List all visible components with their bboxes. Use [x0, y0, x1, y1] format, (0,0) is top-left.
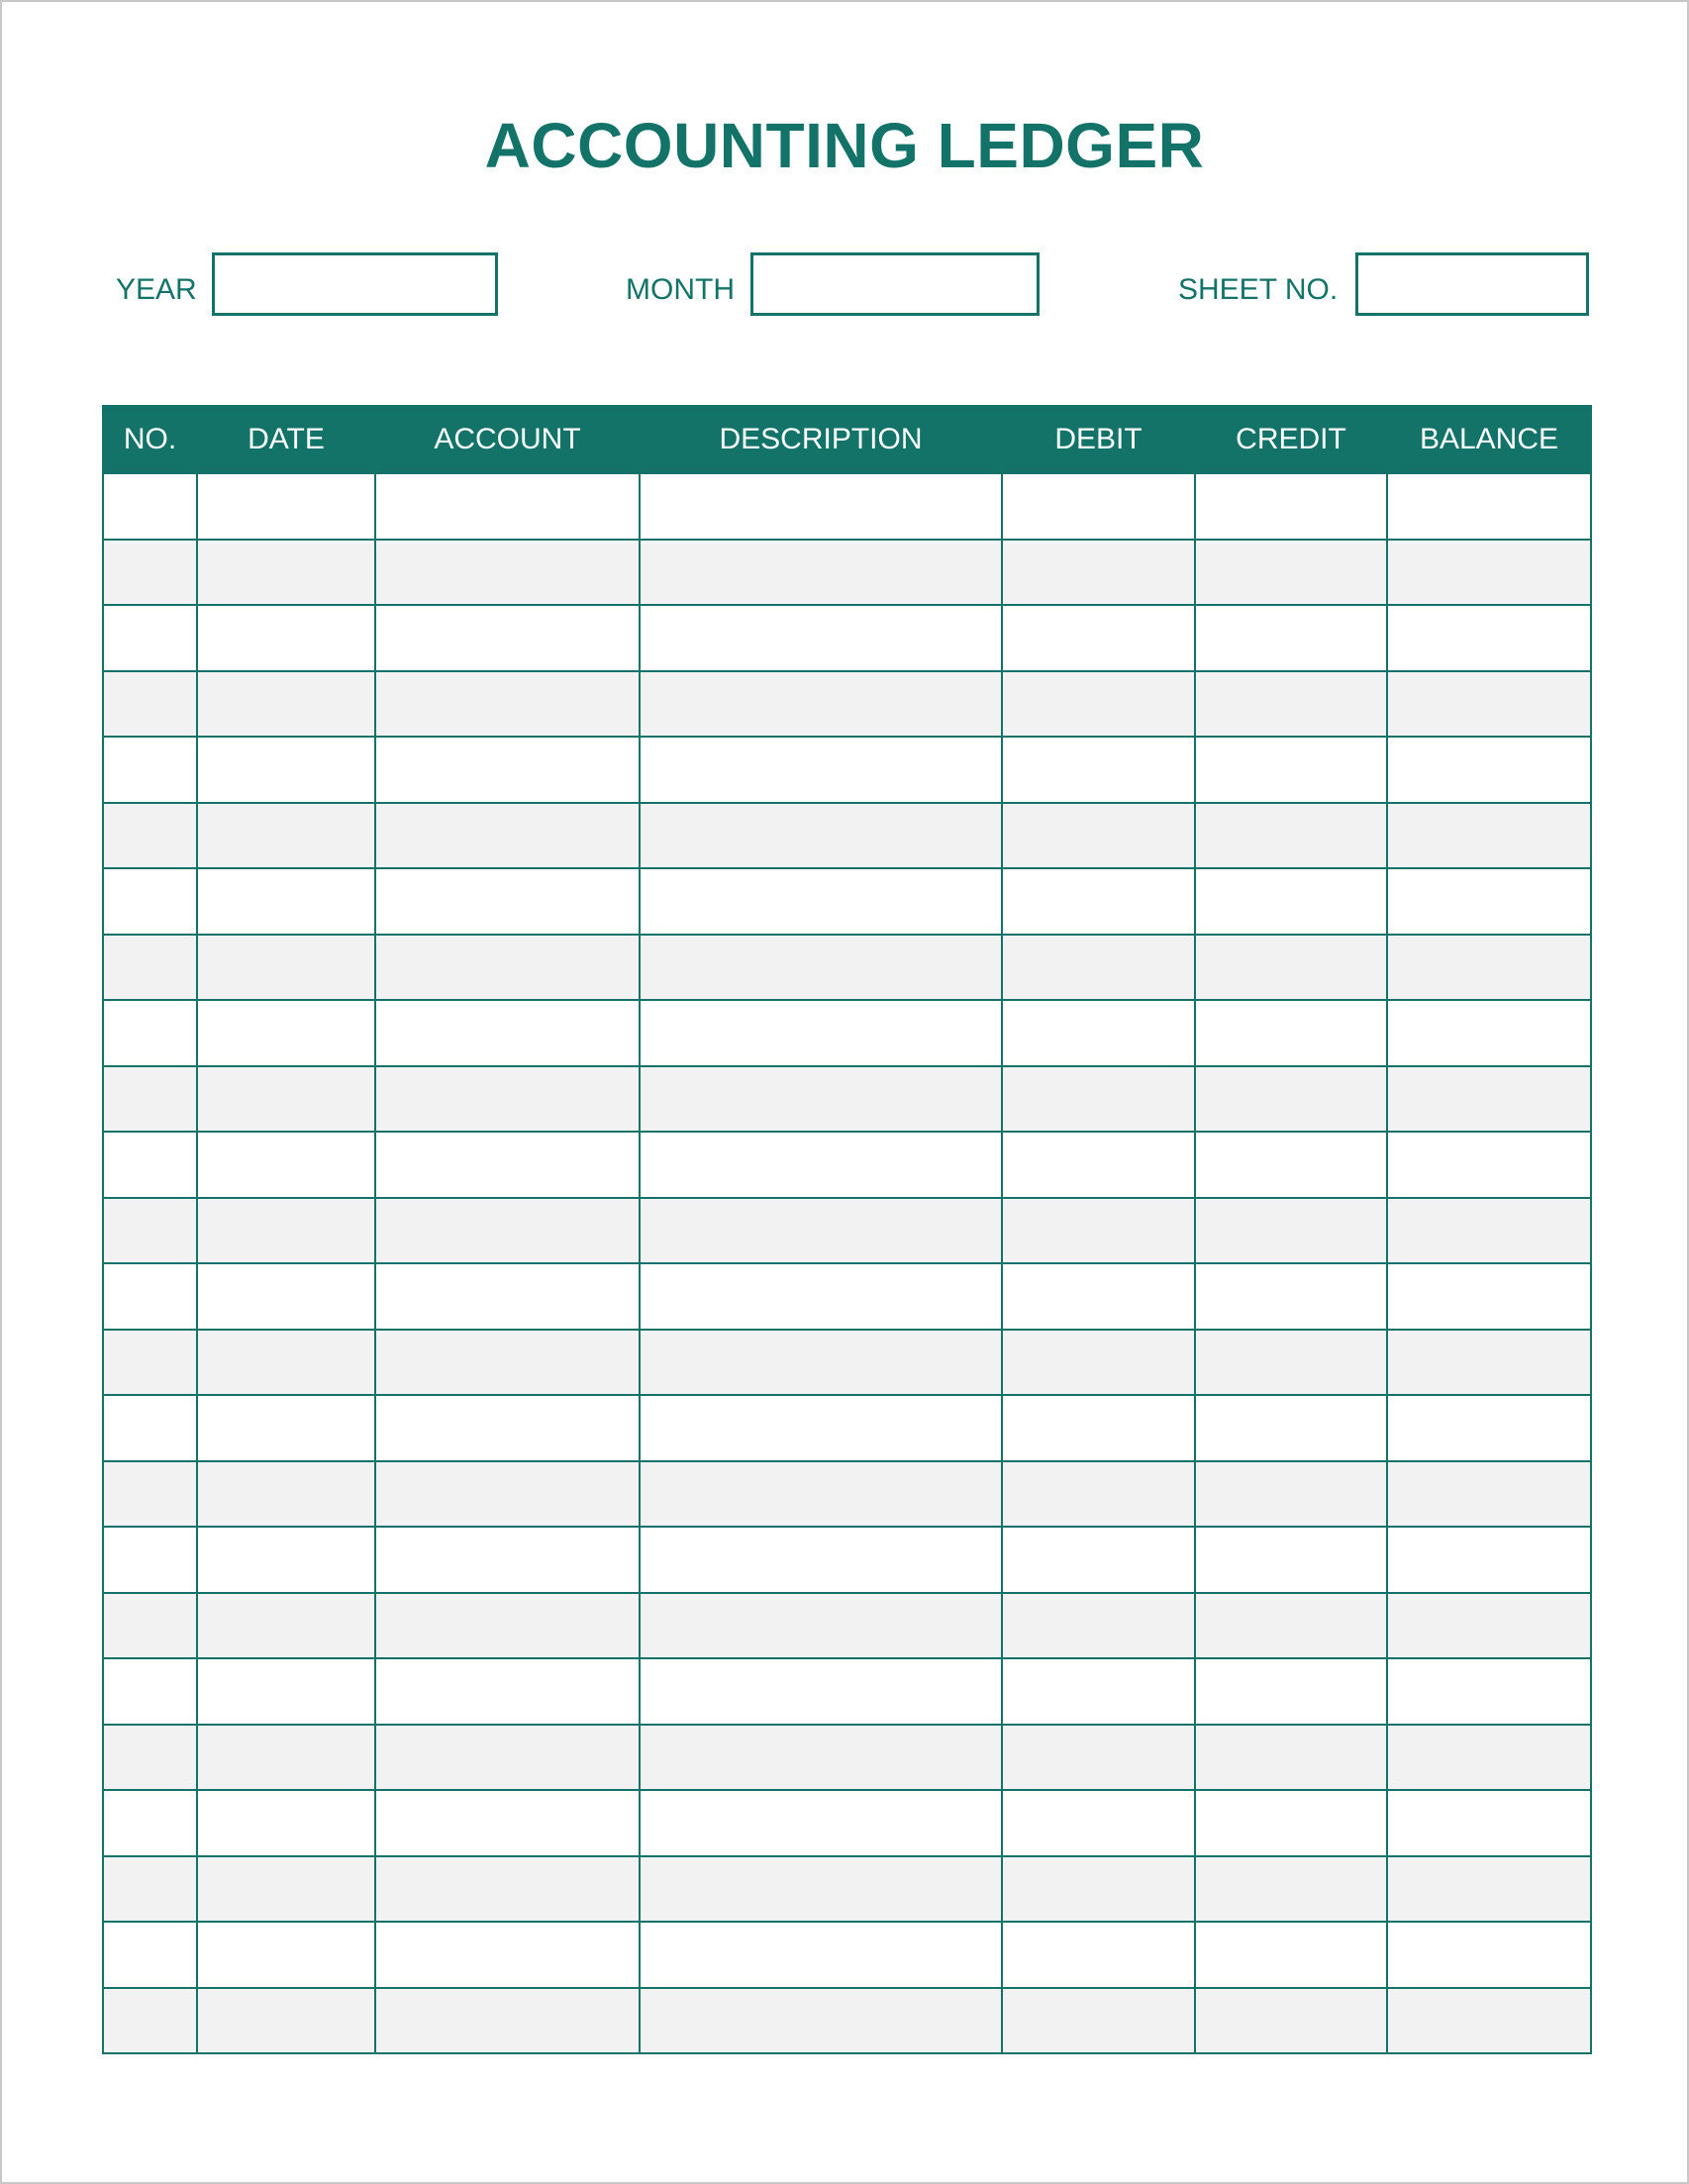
- cell-no[interactable]: [103, 1461, 197, 1528]
- cell-balance[interactable]: [1387, 1725, 1591, 1791]
- cell-no[interactable]: [103, 1922, 197, 1988]
- cell-no[interactable]: [103, 1198, 197, 1264]
- table-row: [103, 1000, 1591, 1066]
- cell-credit[interactable]: [1195, 1790, 1387, 1856]
- cell-credit[interactable]: [1195, 1527, 1387, 1593]
- cell-balance[interactable]: [1387, 473, 1591, 540]
- cell-no[interactable]: [103, 1066, 197, 1133]
- cell-debit[interactable]: [1002, 1856, 1195, 1923]
- table-row: [103, 605, 1591, 671]
- cell-no[interactable]: [103, 868, 197, 935]
- table-row: [103, 1988, 1591, 2054]
- column-header-balance: BALANCE: [1387, 406, 1591, 473]
- cell-debit[interactable]: [1002, 1263, 1195, 1330]
- cell-date[interactable]: [197, 1593, 375, 1659]
- cell-balance[interactable]: [1387, 1198, 1591, 1264]
- cell-debit[interactable]: [1002, 1658, 1195, 1725]
- cell-date[interactable]: [197, 1790, 375, 1856]
- cell-credit[interactable]: [1195, 1132, 1387, 1198]
- table-row: [103, 1790, 1591, 1856]
- cell-credit[interactable]: [1195, 1658, 1387, 1725]
- cell-credit[interactable]: [1195, 671, 1387, 738]
- cell-credit[interactable]: [1195, 1066, 1387, 1133]
- table-row: [103, 1527, 1591, 1593]
- ledger-header-row: [103, 406, 1591, 473]
- cell-account[interactable]: [375, 1461, 640, 1528]
- cell-debit[interactable]: [1002, 1527, 1195, 1593]
- cell-debit[interactable]: [1002, 1395, 1195, 1461]
- cell-debit[interactable]: [1002, 1132, 1195, 1198]
- cell-account[interactable]: [375, 671, 640, 738]
- table-row: [103, 1922, 1591, 1988]
- table-row: [103, 1725, 1591, 1791]
- cell-balance[interactable]: [1387, 1461, 1591, 1528]
- cell-debit[interactable]: [1002, 1725, 1195, 1791]
- cell-no[interactable]: [103, 1790, 197, 1856]
- cell-no[interactable]: [103, 540, 197, 606]
- cell-no[interactable]: [103, 1988, 197, 2054]
- table-row: [103, 1263, 1591, 1330]
- cell-debit[interactable]: [1002, 1066, 1195, 1133]
- cell-balance[interactable]: [1387, 605, 1591, 671]
- cell-debit[interactable]: [1002, 671, 1195, 738]
- cell-date[interactable]: [197, 473, 375, 540]
- cell-credit[interactable]: [1195, 1198, 1387, 1264]
- cell-no[interactable]: [103, 473, 197, 540]
- cell-no[interactable]: [103, 1000, 197, 1066]
- cell-no[interactable]: [103, 1856, 197, 1923]
- table-row: [103, 1132, 1591, 1198]
- cell-balance[interactable]: [1387, 737, 1591, 803]
- cell-description[interactable]: [640, 868, 1002, 935]
- cell-description[interactable]: [640, 737, 1002, 803]
- table-row: [103, 868, 1591, 935]
- table-row: [103, 1330, 1591, 1396]
- cell-balance[interactable]: [1387, 1790, 1591, 1856]
- cell-no[interactable]: [103, 1395, 197, 1461]
- sheet-no-field[interactable]: [1355, 252, 1589, 316]
- cell-credit[interactable]: [1195, 473, 1387, 540]
- cell-balance[interactable]: [1387, 1988, 1591, 2054]
- cell-account[interactable]: [375, 1132, 640, 1198]
- cell-date[interactable]: [197, 1658, 375, 1725]
- cell-date[interactable]: [197, 1066, 375, 1133]
- cell-credit[interactable]: [1195, 1922, 1387, 1988]
- document-title: ACCOUNTING LEDGER: [484, 110, 1205, 181]
- cell-account[interactable]: [375, 803, 640, 869]
- cell-debit[interactable]: [1002, 1198, 1195, 1264]
- cell-date[interactable]: [197, 1461, 375, 1528]
- cell-debit[interactable]: [1002, 540, 1195, 606]
- table-row: [103, 540, 1591, 606]
- cell-balance[interactable]: [1387, 1330, 1591, 1396]
- cell-date[interactable]: [197, 1395, 375, 1461]
- cell-date[interactable]: [197, 1988, 375, 2054]
- cell-date[interactable]: [197, 803, 375, 869]
- cell-account[interactable]: [375, 1790, 640, 1856]
- cell-balance[interactable]: [1387, 1395, 1591, 1461]
- cell-debit[interactable]: [1002, 1461, 1195, 1528]
- cell-account[interactable]: [375, 540, 640, 606]
- cell-balance[interactable]: [1387, 1593, 1591, 1659]
- cell-no[interactable]: [103, 1725, 197, 1791]
- cell-credit[interactable]: [1195, 1725, 1387, 1791]
- cell-account[interactable]: [375, 1198, 640, 1264]
- cell-date[interactable]: [197, 1856, 375, 1923]
- table-row: [103, 1395, 1591, 1461]
- year-label: YEAR: [116, 273, 197, 306]
- table-row: [103, 1658, 1591, 1725]
- table-row: [103, 803, 1591, 869]
- cell-account[interactable]: [375, 1395, 640, 1461]
- cell-date[interactable]: [197, 1000, 375, 1066]
- cell-date[interactable]: [197, 1330, 375, 1396]
- cell-date[interactable]: [197, 671, 375, 738]
- cell-description[interactable]: [640, 1856, 1002, 1923]
- year-field[interactable]: [212, 252, 498, 316]
- cell-credit[interactable]: [1195, 803, 1387, 869]
- cell-account[interactable]: [375, 1066, 640, 1133]
- column-header-description: DESCRIPTION: [640, 406, 1002, 473]
- table-row: [103, 935, 1591, 1001]
- cell-account[interactable]: [375, 935, 640, 1001]
- cell-description[interactable]: [640, 1263, 1002, 1330]
- cell-credit[interactable]: [1195, 540, 1387, 606]
- cell-credit[interactable]: [1195, 1988, 1387, 2054]
- cell-description[interactable]: [640, 1132, 1002, 1198]
- table-row: [103, 1856, 1591, 1923]
- cell-date[interactable]: [197, 935, 375, 1001]
- cell-date[interactable]: [197, 1198, 375, 1264]
- cell-account[interactable]: [375, 1658, 640, 1725]
- cell-description[interactable]: [640, 1725, 1002, 1791]
- cell-description[interactable]: [640, 1330, 1002, 1396]
- cell-no[interactable]: [103, 1132, 197, 1198]
- cell-account[interactable]: [375, 1000, 640, 1066]
- table-row: [103, 1066, 1591, 1133]
- cell-balance[interactable]: [1387, 1132, 1591, 1198]
- cell-date[interactable]: [197, 868, 375, 935]
- cell-balance[interactable]: [1387, 1658, 1591, 1725]
- cell-credit[interactable]: [1195, 1000, 1387, 1066]
- table-row: [103, 1593, 1591, 1659]
- cell-description[interactable]: [640, 1461, 1002, 1528]
- cell-description[interactable]: [640, 605, 1002, 671]
- cell-account[interactable]: [375, 605, 640, 671]
- cell-no[interactable]: [103, 1658, 197, 1725]
- cell-credit[interactable]: [1195, 1330, 1387, 1396]
- cell-credit[interactable]: [1195, 605, 1387, 671]
- ledger-table: [102, 405, 1592, 2054]
- cell-balance[interactable]: [1387, 803, 1591, 869]
- cell-account[interactable]: [375, 1330, 640, 1396]
- cell-date[interactable]: [197, 540, 375, 606]
- cell-no[interactable]: [103, 671, 197, 738]
- cell-credit[interactable]: [1195, 1263, 1387, 1330]
- cell-balance[interactable]: [1387, 671, 1591, 738]
- cell-debit[interactable]: [1002, 1593, 1195, 1659]
- cell-no[interactable]: [103, 605, 197, 671]
- month-label: MONTH: [626, 273, 735, 306]
- cell-date[interactable]: [197, 1132, 375, 1198]
- cell-description[interactable]: [640, 1000, 1002, 1066]
- cell-description[interactable]: [640, 1395, 1002, 1461]
- cell-date[interactable]: [197, 1527, 375, 1593]
- cell-no[interactable]: [103, 1263, 197, 1330]
- cell-balance[interactable]: [1387, 935, 1591, 1001]
- cell-balance[interactable]: [1387, 1527, 1591, 1593]
- cell-credit[interactable]: [1195, 1461, 1387, 1528]
- cell-no[interactable]: [103, 1330, 197, 1396]
- cell-balance[interactable]: [1387, 868, 1591, 935]
- ledger-body: [103, 473, 1591, 2053]
- month-field[interactable]: [750, 252, 1040, 316]
- column-header-credit: CREDIT: [1195, 406, 1387, 473]
- cell-credit[interactable]: [1195, 1593, 1387, 1659]
- cell-no[interactable]: [103, 1593, 197, 1659]
- cell-description[interactable]: [640, 935, 1002, 1001]
- table-row: [103, 1198, 1591, 1264]
- cell-account[interactable]: [375, 1988, 640, 2054]
- cell-description[interactable]: [640, 803, 1002, 869]
- column-header-date: DATE: [197, 406, 375, 473]
- cell-no[interactable]: [103, 935, 197, 1001]
- cell-debit[interactable]: [1002, 473, 1195, 540]
- cell-account[interactable]: [375, 1593, 640, 1659]
- cell-description[interactable]: [640, 473, 1002, 540]
- table-row: [103, 737, 1591, 803]
- cell-description[interactable]: [640, 1527, 1002, 1593]
- cell-debit[interactable]: [1002, 737, 1195, 803]
- cell-debit[interactable]: [1002, 1922, 1195, 1988]
- cell-credit[interactable]: [1195, 1856, 1387, 1923]
- cell-debit[interactable]: [1002, 1000, 1195, 1066]
- cell-debit[interactable]: [1002, 935, 1195, 1001]
- cell-description[interactable]: [640, 671, 1002, 738]
- cell-no[interactable]: [103, 803, 197, 869]
- cell-description[interactable]: [640, 1988, 1002, 2054]
- table-row: [103, 473, 1591, 540]
- cell-debit[interactable]: [1002, 1790, 1195, 1856]
- cell-debit[interactable]: [1002, 605, 1195, 671]
- cell-balance[interactable]: [1387, 1263, 1591, 1330]
- cell-description[interactable]: [640, 540, 1002, 606]
- cell-date[interactable]: [197, 737, 375, 803]
- cell-description[interactable]: [640, 1922, 1002, 1988]
- cell-description[interactable]: [640, 1066, 1002, 1133]
- cell-description[interactable]: [640, 1790, 1002, 1856]
- cell-credit[interactable]: [1195, 868, 1387, 935]
- cell-account[interactable]: [375, 737, 640, 803]
- cell-account[interactable]: [375, 1856, 640, 1923]
- cell-account[interactable]: [375, 1922, 640, 1988]
- cell-account[interactable]: [375, 868, 640, 935]
- cell-description[interactable]: [640, 1658, 1002, 1725]
- cell-no[interactable]: [103, 737, 197, 803]
- table-row: [103, 671, 1591, 738]
- cell-credit[interactable]: [1195, 737, 1387, 803]
- cell-account[interactable]: [375, 1725, 640, 1791]
- cell-date[interactable]: [197, 605, 375, 671]
- cell-debit[interactable]: [1002, 803, 1195, 869]
- table-row: [103, 1461, 1591, 1528]
- cell-balance[interactable]: [1387, 1922, 1591, 1988]
- cell-credit[interactable]: [1195, 1395, 1387, 1461]
- column-header-debit: DEBIT: [1002, 406, 1195, 473]
- cell-debit[interactable]: [1002, 1988, 1195, 2054]
- cell-balance[interactable]: [1387, 1856, 1591, 1923]
- cell-date[interactable]: [197, 1263, 375, 1330]
- cell-no[interactable]: [103, 1527, 197, 1593]
- cell-balance[interactable]: [1387, 540, 1591, 606]
- cell-account[interactable]: [375, 1527, 640, 1593]
- cell-balance[interactable]: [1387, 1066, 1591, 1133]
- cell-date[interactable]: [197, 1922, 375, 1988]
- cell-account[interactable]: [375, 473, 640, 540]
- cell-debit[interactable]: [1002, 1330, 1195, 1396]
- cell-balance[interactable]: [1387, 1000, 1591, 1066]
- cell-description[interactable]: [640, 1593, 1002, 1659]
- cell-account[interactable]: [375, 1263, 640, 1330]
- sheet-no-label: SHEET NO.: [1178, 273, 1339, 306]
- cell-credit[interactable]: [1195, 935, 1387, 1001]
- cell-debit[interactable]: [1002, 868, 1195, 935]
- column-header-no: NO.: [103, 406, 197, 473]
- column-header-account: ACCOUNT: [375, 406, 640, 473]
- cell-date[interactable]: [197, 1725, 375, 1791]
- cell-description[interactable]: [640, 1198, 1002, 1264]
